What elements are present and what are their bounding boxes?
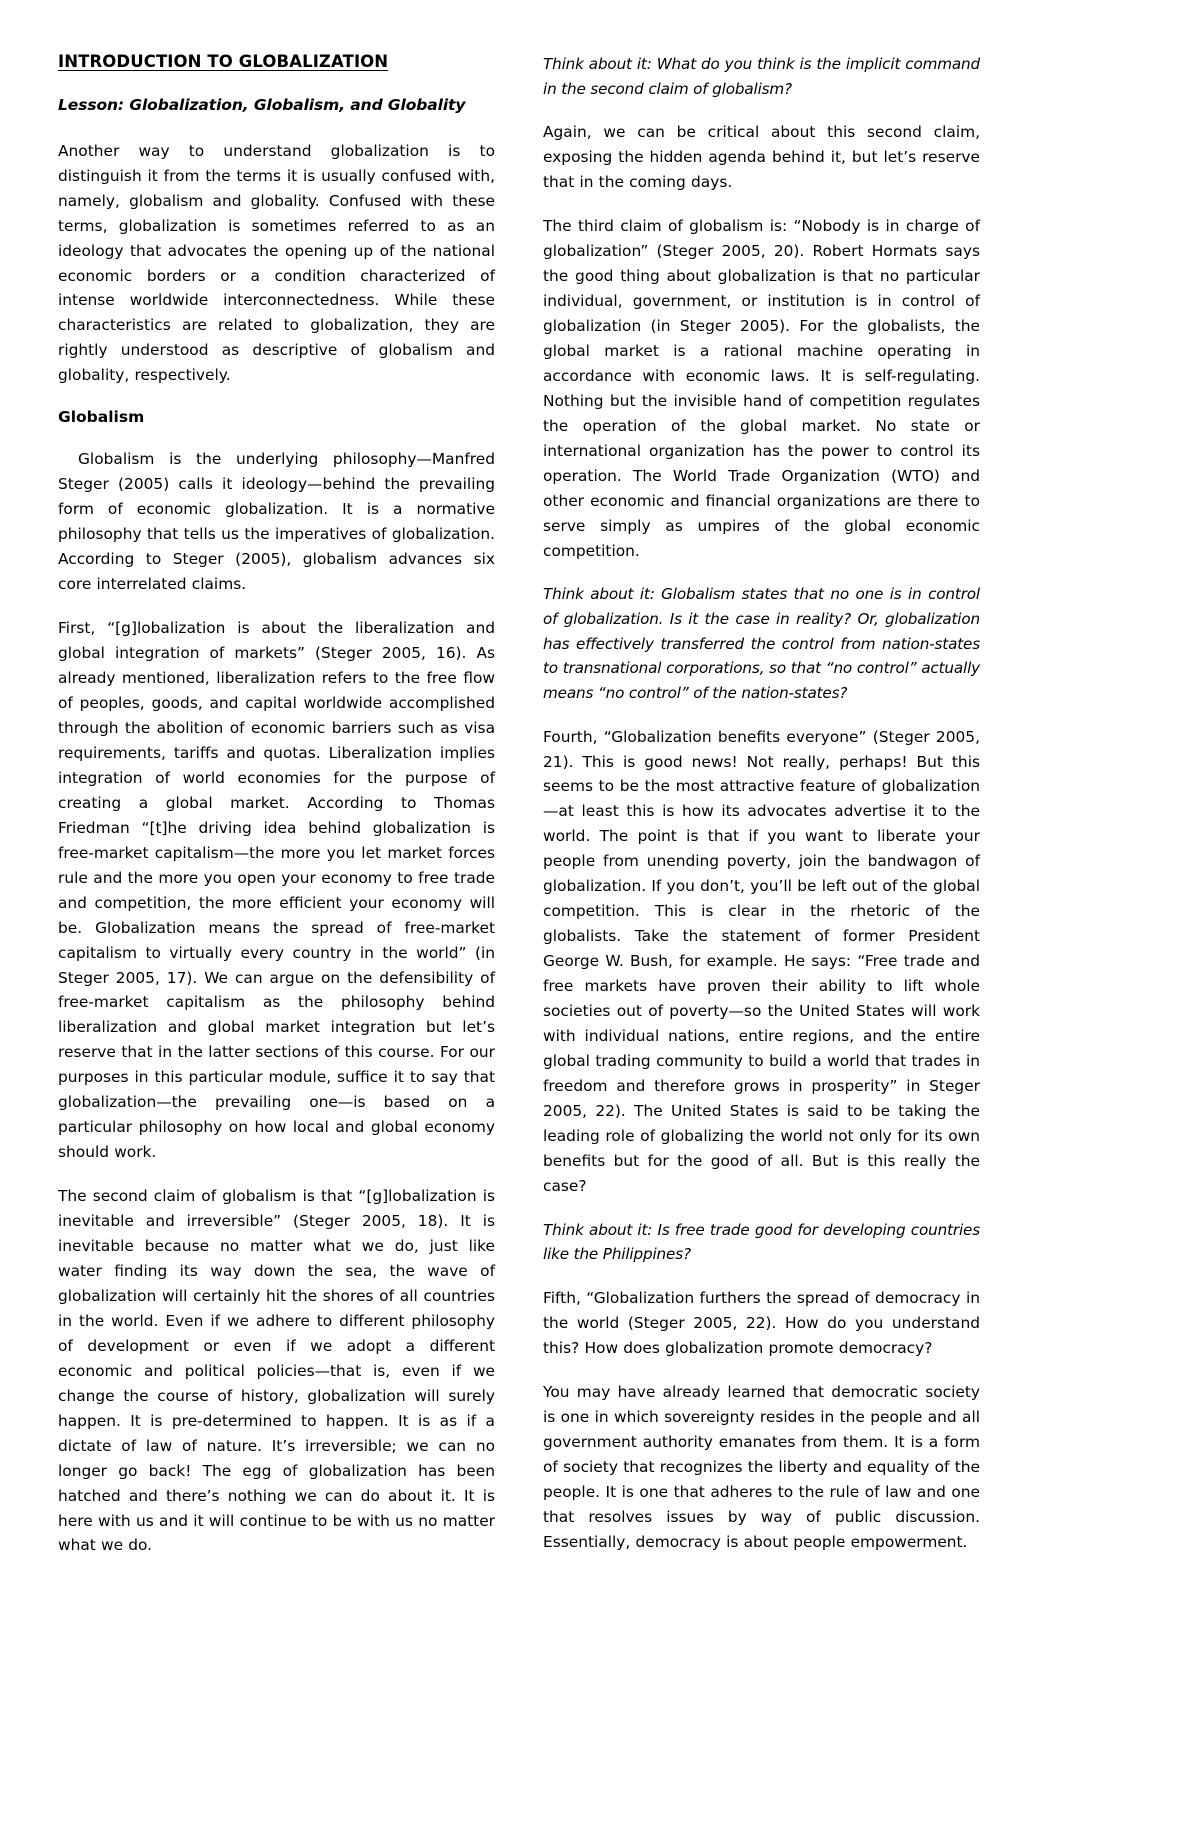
think-about-it-prompt-3: Think about it: Is free trade good for developing countries like the Philippines? (543, 1220, 980, 1264)
two-column-layout (58, 52, 1142, 1795)
fourth-claim-paragraph: Fourth, “Globalization benefits everyone” (Steger 2005, 21). This is good news! Not really, perhaps! But this seems to be the most attractive feature of globalization—at least this is how its advocates advertise it to the world. The point is that if you want to liberate your people from unending poverty, join the bandwagon of globalization. If you don’t, you’ll be left out of the global competition. This is clear in the rhetoric of the globalists. Take the statement of former President George W. Bush, for example. He says: “Free trade and free markets have proven their ability to lift whole societies out of poverty—so the United States will work with individual nations, entire regions, and the entire global trading community to build a world that trades in freedom and therefore grows in prosperity” in Steger 2005, 22). The United States is said to be taking the leading role of globalizing the world not only for its own benefits but for the good of all. But is this really the case? (543, 727, 980, 1195)
think-about-it-prompt-1: Think about it: What do you think is the implicit command in the second claim of globalism? (543, 55, 980, 98)
think-about-it-prompt-2: Think about it: Globalism states that no one is in control of globalization. Is it the case in reality? Or, globalization has effectively transferred the control from nation-states to transnational corporations, so that “no control” actually means “no control” of the nation-states? (543, 585, 980, 702)
fifth-claim-paragraph: Fifth, “Globalization furthers the spread of democracy in the world (Steger 2005, 22). How do you understand this? How does globalization promote democracy? (543, 1288, 980, 1357)
globalism-paragraph: Globalism is the underlying philosophy—Manfred Steger (2005) calls it ideology—behind the prevailing form of economic globalization. It is a normative philosophy that tells us the imperatives of globalization. According to Steger (2005), globalism advances six core interrelated claims. (58, 450, 495, 594)
right-column (543, 52, 980, 1795)
left-column (58, 52, 495, 1795)
first-claim-paragraph: First, “[g]lobalization is about the liberalization and global integration of markets” (Steger 2005, 16). As already mentioned, liberalization refers to the free flow of peoples, goods, and capital worldwide accomplished through the abolition of economic barriers such as visa requirements, tariffs and quotas. Liberalization implies integration of world economies for the purpose of creating a global market. According to Thomas Friedman “[t]he driving idea behind globalization is free-market capitalism—the more you let market forces rule and the more you open your economy to free trade and competition, the more efficient your economy will be. Globalization means the spread of free-market capitalism to virtually every country in the world” (in Steger 2005, 17). We can argue on the defensibility of free-market capitalism as the philosophy behind liberalization and global market integration but let’s reserve that in the latter sections of this course. For our purposes in this particular module, suffice it to say that globalization—the prevailing one—is based on a particular philosophy on how local and global economy should work. (58, 619, 495, 1162)
section-heading-globalism: Globalism (58, 408, 145, 427)
second-claim-paragraph: The second claim of globalism is that “[g]lobalization is inevitable and irreversible” (Steger 2005, 18). It is inevitable because no matter what we do, just like water finding its way down the sea, the wave of globalization will certainly hit the shores of all countries in the world. Even if we adhere to different philosophy of development or even if we adopt a different economic and political policies—that is, even if we change the course of history, globalization will surely happen. It is pre-determined to happen. It is as if a dictate of law of nature. It’s irreversible; we can no longer go back! The egg of globalization has been hatched and there’s nothing we can do about it. It is here with us and it will continue to be with us no matter what we do. (58, 1187, 495, 1555)
again-paragraph: Again, we can be critical about this second claim, exposing the hidden agenda behind it, but let’s reserve that in the coming days. (543, 123, 980, 192)
democracy-paragraph: You may have already learned that democratic society is one in which sovereignty resides in the people and all government authority emanates from them. It is a form of society that recognizes the liberty and equality of the people. It is one that adheres to the rule of law and one that resolves issues by way of public discussion. Essentially, democracy is about people empowerment. (543, 1382, 980, 1551)
lesson-subtitle: Lesson: Globalization, Globalism, and Globality (58, 95, 466, 114)
page-title: INTRODUCTION TO GLOBALIZATION (58, 52, 389, 71)
intro-paragraph: Another way to understand globalization is to distinguish it from the terms it is usually confused with, namely, globalism and globality. Confused with these terms, globalization is sometimes referred to as an ideology that advocates the opening up of the national economic borders or a condition characterized of intense worldwide interconnectedness. While these characteristics are related to globalization, they are rightly understood as descriptive of globalism and globality, respectively. (58, 141, 495, 385)
third-claim-paragraph: The third claim of globalism is: “Nobody is in charge of globalization” (Steger 2005, 20). Robert Hormats says the good thing about globalization is that no particular individual, government, or institution is in control of globalization (in Steger 2005). For the globalists, the global market is a rational machine operating in accordance with economic laws. It is self-regulating. Nothing but the invisible hand of competition regulates the operation of the global market. No state or international organization has the power to control its operation. The World Trade Organization (WTO) and other economic and financial organizations are there to serve simply as umpires of the global economic competition. (543, 217, 980, 560)
